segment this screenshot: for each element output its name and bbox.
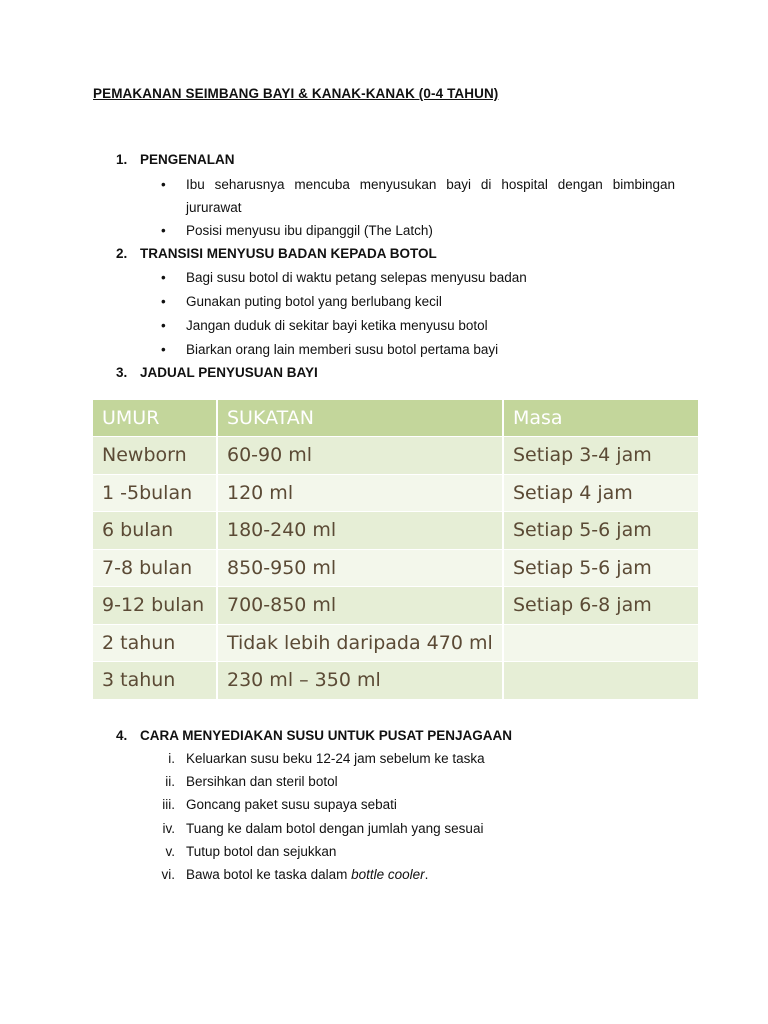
cell-sukatan: Tidak lebih daripada 470 ml bbox=[217, 624, 503, 662]
bullet-text: Posisi menyusu ibu dipanggil (The Latch) bbox=[186, 223, 433, 238]
table-row bbox=[93, 624, 699, 662]
section-1-heading bbox=[116, 152, 235, 167]
cell-masa bbox=[503, 624, 699, 662]
cell-masa: Setiap 3-4 jam bbox=[503, 437, 699, 475]
step-number: v. bbox=[165, 844, 175, 859]
table-row bbox=[93, 437, 699, 475]
bullet-item bbox=[161, 290, 675, 313]
cell-masa: Setiap 6-8 jam bbox=[503, 587, 699, 625]
cell-sukatan: 850-950 ml bbox=[217, 549, 503, 587]
table-header-row bbox=[93, 400, 699, 437]
column-header-umur: UMUR bbox=[93, 400, 217, 437]
section-number: 2. bbox=[116, 246, 128, 261]
step-text: Tutup botol dan sejukkan bbox=[186, 844, 337, 859]
bullet-text: Gunakan puting botol yang berlubang kecil bbox=[186, 294, 442, 309]
bullet-text: Biarkan orang lain memberi susu botol pertama bayi bbox=[186, 342, 499, 357]
section-number: 3. bbox=[116, 365, 128, 380]
step-text-italic: bottle cooler bbox=[351, 867, 425, 882]
cell-umur: 2 tahun bbox=[93, 624, 217, 662]
section-2-heading bbox=[116, 246, 437, 261]
cell-masa: Setiap 5-6 jam bbox=[503, 512, 699, 550]
feeding-schedule-table bbox=[93, 400, 700, 700]
cell-masa bbox=[503, 662, 699, 700]
bullet-text: Ibu seharusnya mencuba menyusukan bayi di hospital dengan bimbingan jururawat bbox=[186, 177, 675, 215]
section-title: PENGENALAN bbox=[140, 152, 235, 167]
column-header-sukatan: SUKATAN bbox=[217, 400, 503, 437]
table-row bbox=[93, 587, 699, 625]
bullet-glyph: • bbox=[161, 342, 166, 357]
section-3-heading bbox=[116, 365, 318, 380]
section-title: JADUAL PENYUSUAN BAYI bbox=[140, 365, 318, 380]
section-title: CARA MENYEDIAKAN SUSU UNTUK PUSAT PENJAGAAN bbox=[140, 728, 513, 743]
step-text: Tuang ke dalam botol dengan jumlah yang sesuai bbox=[186, 821, 484, 836]
cell-umur: Newborn bbox=[93, 437, 217, 475]
cell-umur: 9-12 bulan bbox=[93, 587, 217, 625]
step-text: Bersihkan dan steril botol bbox=[186, 774, 338, 789]
bullet-glyph: • bbox=[161, 223, 166, 238]
cell-sukatan: 230 ml – 350 ml bbox=[217, 662, 503, 700]
section-number: 1. bbox=[116, 152, 128, 167]
step-text-before: Bawa botol ke taska dalam bbox=[186, 867, 352, 882]
cell-umur: 3 tahun bbox=[93, 662, 217, 700]
step-text: Keluarkan susu beku 12-24 jam sebelum ke taska bbox=[186, 751, 485, 766]
bullet-item bbox=[161, 266, 675, 289]
step-number: i. bbox=[168, 751, 175, 766]
column-header-masa: Masa bbox=[503, 400, 699, 437]
document-title: PEMAKANAN SEIMBANG BAYI & KANAK-KANAK (0-4 TAHUN) bbox=[93, 86, 499, 101]
bullet-glyph: • bbox=[161, 294, 166, 309]
bullet-item bbox=[161, 314, 675, 337]
bullet-text: Jangan duduk di sekitar bayi ketika menyusu botol bbox=[186, 318, 488, 333]
step-text: Goncang paket susu supaya sebati bbox=[186, 797, 397, 812]
bullet-item bbox=[161, 338, 675, 361]
bullet-item bbox=[161, 173, 675, 219]
step-number: ii. bbox=[165, 774, 175, 789]
step-text-after: . bbox=[424, 867, 429, 882]
table-row bbox=[93, 662, 699, 700]
cell-umur: 7-8 bulan bbox=[93, 549, 217, 587]
cell-sukatan: 120 ml bbox=[217, 474, 503, 512]
bullet-item bbox=[161, 219, 675, 242]
cell-sukatan: 180-240 ml bbox=[217, 512, 503, 550]
section-title: TRANSISI MENYUSU BADAN KEPADA BOTOL bbox=[140, 246, 437, 261]
cell-sukatan: 700-850 ml bbox=[217, 587, 503, 625]
bullet-glyph: • bbox=[161, 318, 166, 333]
table-row bbox=[93, 512, 699, 550]
step-text bbox=[186, 867, 428, 882]
step-number: iii. bbox=[162, 797, 175, 812]
cell-umur: 1 -5bulan bbox=[93, 474, 217, 512]
section-number: 4. bbox=[116, 728, 128, 743]
step-number: iv. bbox=[162, 821, 175, 836]
bullet-glyph: • bbox=[161, 270, 166, 285]
bullet-text: Bagi susu botol di waktu petang selepas menyusu badan bbox=[186, 270, 527, 285]
bullet-glyph: • bbox=[161, 177, 166, 192]
step-number: vi. bbox=[161, 867, 175, 882]
cell-masa: Setiap 4 jam bbox=[503, 474, 699, 512]
section-4-heading bbox=[116, 728, 512, 743]
cell-sukatan: 60-90 ml bbox=[217, 437, 503, 475]
table-row bbox=[93, 474, 699, 512]
cell-masa: Setiap 5-6 jam bbox=[503, 549, 699, 587]
table-row bbox=[93, 549, 699, 587]
cell-umur: 6 bulan bbox=[93, 512, 217, 550]
